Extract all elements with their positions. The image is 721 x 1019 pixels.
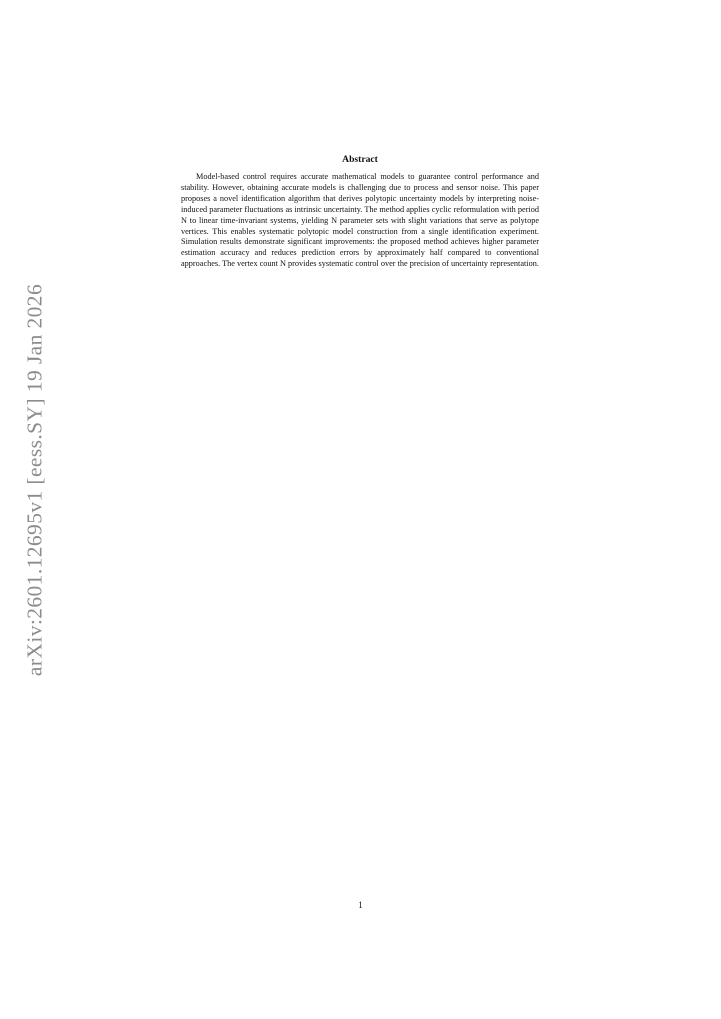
- abstract-text: Model-based control requires accurate mathematical models to guarantee control performance and stability. However, obtaining accurate models is challenging due to process and sensor noise. This paper proposes a novel identification algorithm that derives polytopic uncertainty models by interpreting noise-induced parameter fluctuations as intrinsic uncertainty. The method applies cyclic reformulation with period N to linear time-invariant systems, yielding N parameter sets with slight variations that serve as polytope vertices. This enables systematic polytopic model construction from a single identification experiment. Simulation results demonstrate significant improvements: the proposed method achieves higher parameter estimation accuracy and reduces prediction errors by approximately half compared to conventional approaches. The vertex count N provides systematic control over the precision of uncertainty representation.: [181, 172, 539, 269]
- arxiv-identifier-stamp: arXiv:2601.12695v1 [eess.SY] 19 Jan 2026: [22, 283, 47, 677]
- abstract-heading: Abstract: [342, 154, 378, 165]
- page-number: 1: [358, 900, 363, 910]
- abstract-section: [181, 154, 539, 270]
